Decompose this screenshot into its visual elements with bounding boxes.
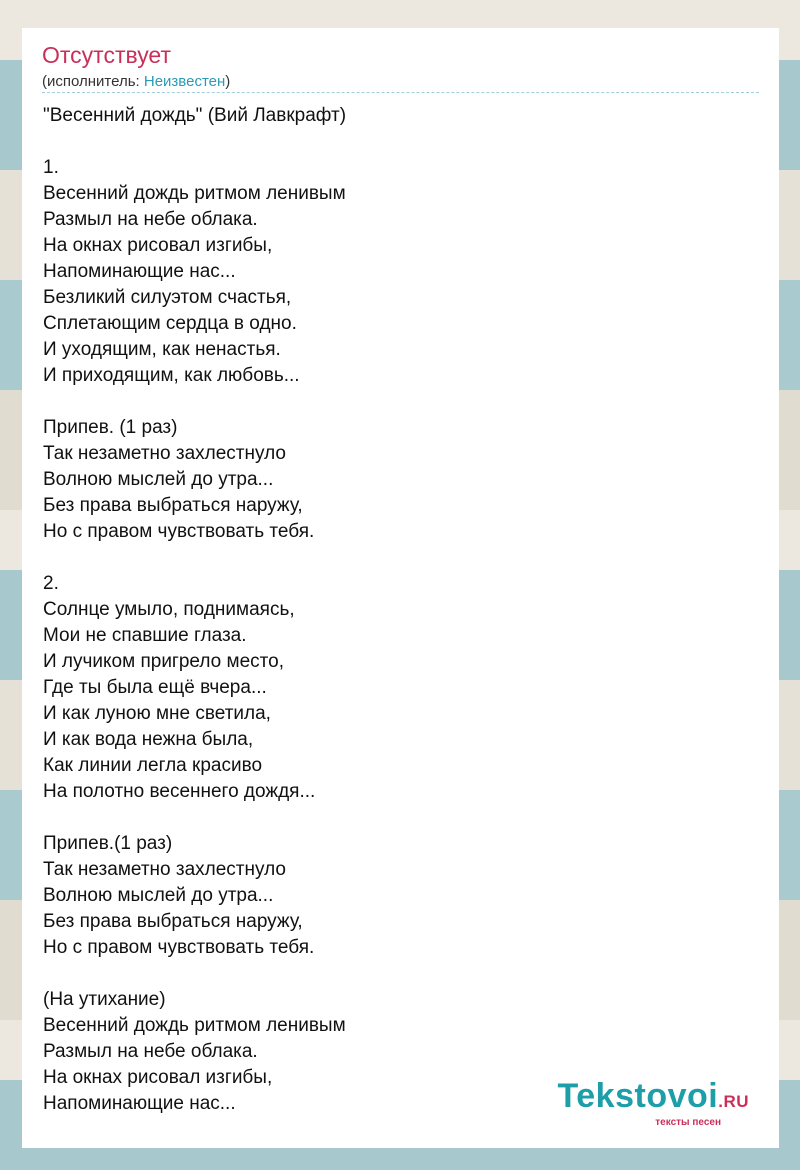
- dashed-divider: [42, 92, 759, 93]
- performer-link[interactable]: Неизвестен: [143, 73, 226, 90]
- logo-wordmark: [558, 1079, 749, 1119]
- logo-tld: .RU: [718, 1092, 749, 1111]
- logo-name: Tekstovoi: [557, 1077, 719, 1115]
- lyrics-card: [22, 28, 779, 1148]
- performer-line: [42, 73, 230, 90]
- performer-suffix: ): [225, 73, 231, 90]
- site-logo[interactable]: [558, 1079, 749, 1128]
- lyrics-text: "Весенний дождь" (Вий Лавкрафт) 1. Весенний дождь ритмом ленивым Размыл на небе облака. На окнах рисовал изгибы, Напоминающие нас... Безликий силуэтом счастья, Сплетающим сердца в одно. И уходящим, как ненастья. И приходящим, как любовь... Припев. (1 раз) Так незаметно захлестнуло Волною мыслей до утра... Без права выбраться наружу, Но с правом чувствовать тебя. 2. Солнце умыло, поднимаясь, Мои не спавшие глаза. И лучиком пригрело место, Где ты была ещё вчера... И как луною мне светила, И как вода нежна была, Как линии легла красиво На полотно весеннего дождя... Припев.(1 раз) Так незаметно захлестнуло Волною мыслей до утра... Без права выбраться наружу, Но с правом чувствовать тебя. (На утихание) Весенний дождь ритмом ленивым Размыл на небе облака. На окнах рисовал изгибы, Напоминающие нас...: [43, 105, 347, 1114]
- performer-prefix: (исполнитель:: [42, 73, 144, 90]
- song-title: Отсутствует: [42, 42, 171, 68]
- logo-tagline: тексты песен: [655, 1117, 721, 1128]
